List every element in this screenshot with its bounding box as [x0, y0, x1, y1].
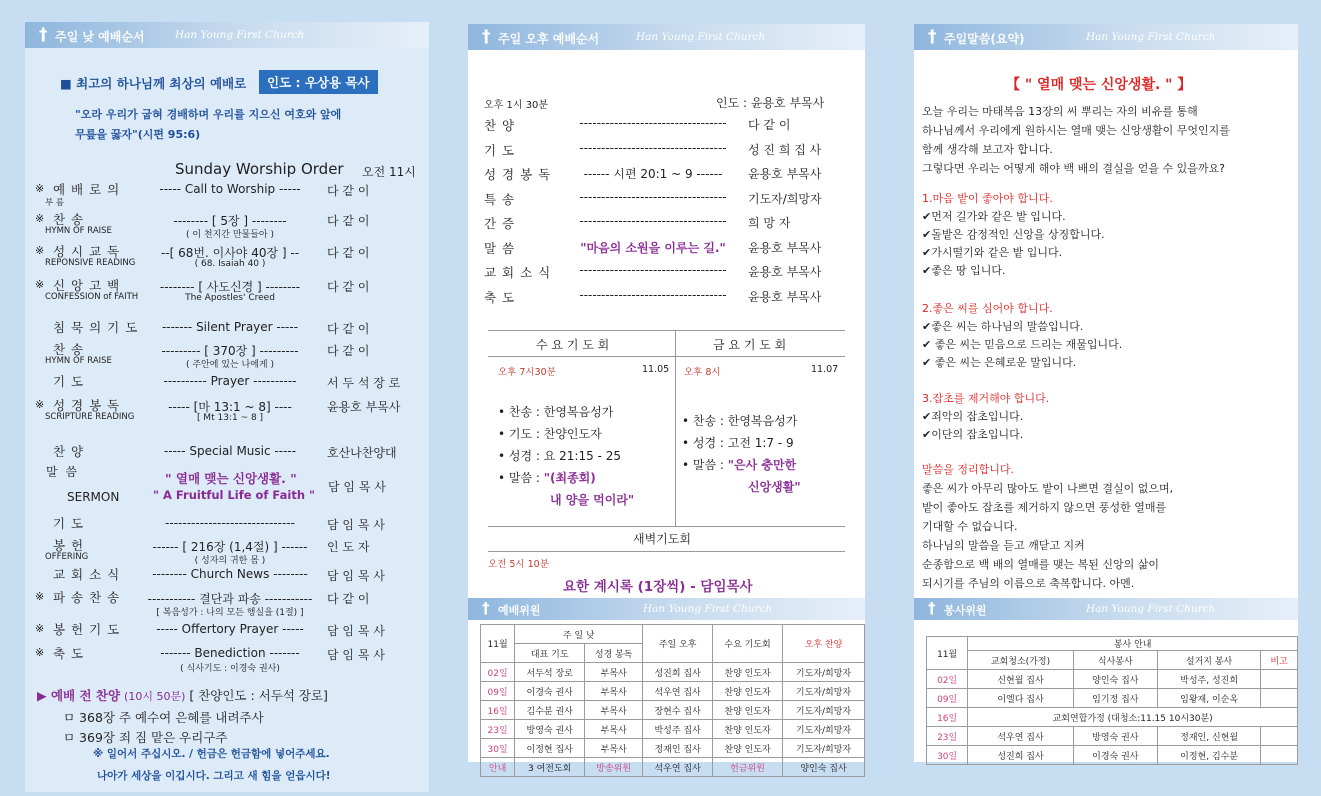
- dawn-text: 요한 계시록 (1장씩) - 담임목사: [563, 579, 753, 595]
- item-detail: ----------------------------------: [579, 116, 727, 130]
- item-detail: ---------- Prayer ----------: [163, 374, 297, 388]
- serve-cell: 신현월 집사: [968, 670, 1073, 689]
- serve-col-month: 11월: [927, 637, 968, 670]
- duty-cell: 방송위원: [585, 758, 643, 777]
- afternoon-item: [468, 114, 865, 136]
- friday-sermon-2: 신앙생활": [748, 480, 801, 494]
- item-label: 찬 양: [53, 444, 85, 459]
- duty-cell: 부목사: [585, 701, 643, 720]
- friday-item: • 성경 : 고전 1:7 - 9: [682, 436, 794, 450]
- item-label: 성 경 봉 독: [484, 167, 552, 182]
- duty-cell: 찬양 인도자: [713, 682, 783, 701]
- sermon-label: 말 씀: [46, 465, 79, 479]
- serve-row: [927, 746, 1298, 765]
- item-label: 찬 송: [53, 212, 85, 227]
- point-2-item: ✔ 좋은 씨는 믿음으로 드리는 재물입니다.: [922, 338, 1123, 351]
- item-detail-sub: ( 식사기도 : 이경숙 권사): [180, 664, 280, 674]
- conclusion-line: 좋은 씨가 아무리 많아도 밭이 나쁘면 결실이 없으며,: [922, 482, 1174, 495]
- item-label-en: REPONSIVE READING: [45, 258, 136, 268]
- afternoon-item: [468, 261, 865, 283]
- dawn-title: 새벽기도회: [633, 532, 691, 546]
- item-detail: --------- [ 370장 ] ---------: [161, 344, 299, 358]
- duty-cell: 부목사: [585, 682, 643, 701]
- serve-cell: 이정현, 김수분: [1157, 746, 1260, 765]
- serve-cell-note: [1261, 670, 1298, 689]
- serve-cell: 방영숙 권사: [1073, 727, 1157, 746]
- afternoon-item: [468, 139, 865, 161]
- duty-cell: 02일: [481, 663, 515, 682]
- item-detail: ------- Silent Prayer -----: [161, 320, 299, 334]
- morning-worship-panel: [25, 22, 429, 792]
- item-detail-sub: The Apostles' Creed: [185, 293, 275, 303]
- duty-header-title: 예배위원: [498, 604, 541, 617]
- item-detail: -------- Church News --------: [152, 567, 308, 581]
- item-detail: ----- Offertory Prayer -----: [156, 622, 304, 636]
- header-church-name: Han Young First Church: [1086, 31, 1216, 43]
- item-detail: ----- Call to Worship -----: [159, 182, 301, 196]
- serve-cell: 23일: [927, 727, 968, 746]
- point-3: [922, 390, 1049, 444]
- item-leader: 기도자/희망자: [748, 191, 822, 206]
- item-leader: 성 진 희 집 사: [748, 142, 822, 157]
- service-item: [25, 644, 429, 676]
- serve-row: [927, 689, 1298, 708]
- item-detail-sub: ( 이 천지간 만물들아 ): [185, 230, 275, 240]
- serve-row: [927, 670, 1298, 689]
- serve-cell: 박성주, 성진희: [1157, 670, 1260, 689]
- serve-cell-note: [1261, 727, 1298, 746]
- conclusion-line: 기대할 수 없습니다.: [922, 520, 1018, 533]
- point-1-title: 1.마음 밭이 좋아야 합니다.: [922, 192, 1053, 205]
- item-leader: 윤용호 부목사: [748, 240, 822, 255]
- item-label: 축 도: [53, 646, 85, 661]
- service-item: [25, 180, 429, 212]
- duty-cell: 기도자/희망자: [783, 720, 865, 739]
- duty-cell: 석우연 집사: [643, 682, 713, 701]
- serve-header-church: Han Young First Church: [1086, 603, 1216, 615]
- item-label: 파 송 찬 송: [53, 590, 121, 605]
- item-label: 찬 송: [53, 342, 85, 357]
- order-time: 오전 11시: [362, 165, 416, 179]
- divider: [488, 330, 845, 331]
- point-2-item: ✔ 좋은 씨는 은혜로운 말입니다.: [922, 356, 1077, 369]
- item-leader: 윤용호 부목사: [748, 289, 822, 304]
- serve-cell: 임왕재, 이순옥: [1157, 689, 1260, 708]
- item-leader: 다 같 이: [327, 280, 370, 294]
- item-label: 기 도: [53, 374, 85, 389]
- duty-cell: 성진희 집사: [643, 663, 713, 682]
- duty-cell: 3 여전도회: [515, 758, 585, 777]
- duty-col-reading: 성경 봉독: [585, 644, 643, 663]
- item-leader: 다 같 이: [327, 592, 370, 606]
- friday-sermon-label: • 말씀 :: [682, 458, 724, 472]
- item-label-en: 부 름: [45, 198, 65, 208]
- afternoon-item: [468, 163, 865, 185]
- item-leader: 호산나찬양대: [327, 446, 397, 460]
- duty-cell: 찬양 인도자: [713, 739, 783, 758]
- duty-row: [481, 682, 865, 701]
- item-label: 예 배 로 의: [53, 182, 121, 197]
- serve-row: [927, 708, 1298, 727]
- item-leader: 윤용호 부목사: [327, 400, 401, 414]
- duty-cell: 기도자/희망자: [783, 682, 865, 701]
- summary-intro: [922, 102, 1230, 178]
- required-mark: ※: [35, 646, 45, 659]
- duty-col-prayer: 대표 기도: [515, 644, 585, 663]
- serve-cell-note: [1261, 689, 1298, 708]
- item-label: 기 도: [53, 516, 85, 531]
- serve-cell: 02일: [927, 670, 968, 689]
- item-detail: ----------- 결단과 파송 -----------: [147, 592, 313, 606]
- call-verse-line-1: "오라 우리가 굽혀 경배하며 우리를 지으신 여호와 앞에: [75, 108, 342, 121]
- item-detail-sub: [ Mt 13:1 ~ 8 ]: [196, 413, 264, 423]
- point-1-item: ✔돌밭은 감정적인 신앙을 상징합니다.: [922, 228, 1105, 241]
- cross-icon: †: [482, 599, 490, 617]
- item-label: 교 회 소 식: [53, 567, 121, 582]
- conclusion-line: 순종함으로 백 배의 열매를 맺는 복된 신앙의 삶이: [922, 558, 1159, 571]
- cross-icon: †: [39, 25, 48, 45]
- item-label: 성 시 교 독: [53, 244, 121, 259]
- item-detail: ----------------------------------: [579, 140, 727, 155]
- item-label-en: CONFESSION of FAITH: [45, 292, 139, 302]
- duty-cell: 기도자/희망자: [783, 701, 865, 720]
- item-leader: 희 망 자: [748, 216, 791, 230]
- header-title: 주일 오후 예배순서: [498, 32, 600, 46]
- sermon-title-en: " A Fruitful Life of Faith ": [153, 488, 315, 502]
- pre-worship-time: (10시 50분): [124, 690, 186, 703]
- intro-line: 오늘 우리는 마태복음 13장의 씨 뿌리는 자의 비유를 통해: [922, 105, 1198, 118]
- friday-date: 11.07: [811, 364, 839, 375]
- serve-col-dishes: 설거지 봉사: [1157, 651, 1260, 670]
- hymn-2: ㅁ 369장 죄 짐 맡은 우리구주: [63, 730, 228, 745]
- intro-line: 함께 생각해 보고자 합니다.: [922, 143, 1053, 156]
- item-label: 간 증: [484, 216, 516, 231]
- divider: [488, 356, 845, 357]
- service-item: [25, 536, 429, 568]
- service-item: [25, 396, 429, 428]
- pre-worship-label: ▶ 예배 전 찬양: [37, 688, 121, 703]
- required-mark: ※: [35, 278, 45, 291]
- duty-cell: 부목사: [585, 739, 643, 758]
- point-3-title: 3.잡초를 제거해야 합니다.: [922, 392, 1050, 405]
- wednesday-sermon-2: 내 양을 먹이라": [550, 493, 635, 507]
- duty-cell: 이경숙 권사: [515, 682, 585, 701]
- header-church-name: Han Young First Church: [175, 29, 305, 41]
- point-1: [922, 190, 1105, 280]
- item-label: 신 앙 고 백: [53, 278, 121, 293]
- point-2: [922, 300, 1122, 372]
- item-label: 교 회 소 식: [484, 265, 552, 280]
- duty-cell: 안내: [481, 758, 515, 777]
- intro-line: 하나님께서 우리에게 원하시는 열매 맺는 신앙생활이 무엇인지를: [922, 124, 1230, 137]
- item-leader: 담 임 목 사: [327, 518, 385, 532]
- serve-cell: 석우연 집사: [968, 727, 1073, 746]
- service-item: [25, 588, 429, 620]
- duty-cell: 석우연 집사: [643, 758, 713, 777]
- duty-cell: 30일: [481, 739, 515, 758]
- intro-title: ■ 최고의 하나님께 최상의 예배로: [60, 76, 247, 91]
- intro-line: 그렇다면 우리는 어떻게 해야 백 배의 결실을 얻을 수 있을까요?: [922, 162, 1225, 175]
- item-detail: ----------------------------------: [579, 189, 727, 204]
- afternoon-worship-header: [468, 24, 865, 50]
- item-leader: 다 같 이: [327, 246, 370, 260]
- hymn-1: ㅁ 368장 주 예수여 은혜를 내려주사: [63, 710, 264, 725]
- conclusion-line: 되시기를 주님의 이름으로 축복합니다. 아멘.: [922, 577, 1135, 590]
- duty-cell: 방영숙 권사: [515, 720, 585, 739]
- duty-cell: 부목사: [585, 663, 643, 682]
- serve-header: [914, 598, 1298, 620]
- duty-row: [481, 701, 865, 720]
- item-label: 기 도: [484, 142, 516, 158]
- conclusion-title: 말씀을 정리합니다.: [922, 463, 1015, 476]
- afternoon-item: [468, 286, 865, 308]
- dawn-time: 오전 5시 10분: [488, 559, 549, 570]
- duty-col-month: 11월: [481, 625, 515, 663]
- serve-table: [926, 636, 1298, 765]
- afternoon-worship-panel: [468, 24, 865, 774]
- duty-cell: 찬양 인도자: [713, 663, 783, 682]
- afternoon-item: [468, 237, 865, 259]
- service-item: [25, 340, 429, 372]
- cross-icon: †: [482, 27, 491, 47]
- duty-cell: 장현수 집사: [643, 701, 713, 720]
- serve-cell: 교회연합가정 (대청소:11.15 10시30분): [968, 708, 1298, 727]
- duty-cell: 부목사: [585, 720, 643, 739]
- serve-col-meal: 식사봉사: [1073, 651, 1157, 670]
- item-leader: 다 같 이: [327, 322, 370, 336]
- item-leader: 윤용호 부목사: [748, 265, 822, 279]
- serve-header-title: 봉사위원: [944, 604, 987, 617]
- wednesday-title: 수 요 기 도 회: [536, 338, 610, 352]
- sermon-summary-header: [914, 24, 1298, 50]
- afternoon-leader: 인도 : 윤용호 부목사: [716, 96, 825, 110]
- sermon-title-ko: " 열매 맺는 신앙생활. ": [165, 471, 297, 486]
- duty-header: [468, 598, 865, 620]
- wednesday-date: 11.05: [642, 364, 670, 375]
- wednesday-sermon-1: "(최종회): [543, 471, 596, 485]
- item-leader: 담 임 목 사: [327, 624, 385, 638]
- divider: [488, 526, 845, 527]
- duty-cell: 기도자/희망자: [783, 739, 865, 758]
- duty-row: [481, 739, 865, 758]
- serve-cell: 이엘다 집사: [968, 689, 1073, 708]
- sermon-label-en: SERMON: [67, 490, 120, 504]
- wednesday-item: • 성경 : 요 21:15 - 25: [498, 449, 621, 463]
- item-detail: ----------------------------------: [579, 214, 727, 228]
- item-label: 말 씀: [484, 240, 516, 256]
- header-title: 주일 낮 예배순서: [55, 30, 145, 44]
- item-detail: -------- [ 사도신경 ] --------: [159, 280, 301, 294]
- duty-cell: 서두석 장로: [515, 663, 585, 682]
- point-3-item: ✔죄악의 잡초입니다.: [922, 410, 1024, 423]
- duty-cell: 기도자/희망자: [783, 663, 865, 682]
- wednesday-item: • 기도 : 찬양인도자: [498, 427, 602, 441]
- duty-col-afternoon: 주일 오후: [643, 625, 713, 663]
- point-2-title: 2.좋은 씨를 심어야 합니다.: [922, 302, 1053, 315]
- serve-cell: 성진희 집사: [968, 746, 1073, 765]
- item-leader: 서 두 석 장 로: [327, 376, 401, 390]
- conclusion: [922, 460, 1173, 593]
- duty-row: [481, 663, 865, 682]
- duty-cell: 09일: [481, 682, 515, 701]
- item-label: 축 도: [484, 289, 516, 305]
- conclusion-line: 하나님의 말씀을 듣고 깨닫고 지켜: [922, 539, 1085, 552]
- duty-cell: 헌금위원: [713, 758, 783, 777]
- required-mark: ※: [35, 244, 45, 257]
- point-2-item: ✔좋은 씨는 하나님의 말씀입니다.: [922, 320, 1084, 333]
- item-detail: ----- [마 13:1 ~ 8] ----: [168, 400, 292, 414]
- divider: [675, 330, 676, 526]
- point-1-item: ✔좋은 땅 입니다.: [922, 264, 1006, 277]
- service-item: [25, 242, 429, 274]
- header-title: 주일말씀(요약): [944, 32, 1025, 46]
- required-mark: ※: [35, 398, 45, 411]
- sermon-preacher: 담 임 목 사: [328, 480, 386, 494]
- duty-row: [481, 758, 865, 777]
- duty-table-body: [481, 663, 865, 777]
- duty-col-sunday: 주 일 낮: [515, 625, 643, 644]
- notice: ※ 일어서 주십시오. / 헌금은 헌금함에 넣어주세요.: [93, 748, 330, 760]
- serve-cell: 양인숙 집사: [1073, 670, 1157, 689]
- item-label-en: OFFERING: [45, 552, 89, 562]
- item-detail-sub: ( 68. Isaiah 40 ): [194, 259, 266, 269]
- afternoon-item: [468, 188, 865, 210]
- footer-slogan: 나아가 세상을 이깁시다. 그리고 새 힘을 얻읍시다!: [97, 770, 331, 782]
- required-mark: ※: [35, 590, 45, 603]
- item-leader: 인 도 자: [327, 540, 370, 554]
- wednesday-sermon-label: • 말씀 :: [498, 471, 540, 485]
- friday-title: 금 요 기 도 회: [713, 338, 787, 352]
- service-item: [25, 276, 429, 308]
- wednesday-items: [498, 401, 634, 511]
- header-church-name: Han Young First Church: [636, 31, 766, 43]
- item-detail: --[ 68번. 이사야 40장 ] --: [160, 246, 300, 260]
- conclusion-line: 밭이 좋아도 잡초를 제거하지 않으면 풍성한 열매를: [922, 501, 1167, 514]
- wednesday-item: • 찬송 : 한영복음성가: [498, 405, 614, 419]
- serve-cell: 정재인, 신현월: [1157, 727, 1260, 746]
- afternoon-item: [468, 212, 865, 234]
- serve-table-body: [927, 670, 1298, 765]
- duty-cell: 이정현 집사: [515, 739, 585, 758]
- item-label: 봉 헌: [53, 538, 85, 553]
- sermon-summary-panel: [914, 24, 1298, 762]
- duty-row: [481, 720, 865, 739]
- serve-cell: 임기정 집사: [1073, 689, 1157, 708]
- duty-col-praise: 오후 찬양: [783, 625, 865, 663]
- duty-table: [480, 624, 865, 777]
- duty-cell: 박성주 집사: [643, 720, 713, 739]
- required-mark: ※: [35, 212, 45, 225]
- serve-col-note: 비고: [1261, 651, 1298, 670]
- friday-item: • 찬송 : 한영복음성가: [682, 414, 798, 428]
- duty-cell: 정재인 집사: [643, 739, 713, 758]
- serve-cell: 16일: [927, 708, 968, 727]
- point-3-item: ✔이단의 잡초입니다.: [922, 428, 1024, 441]
- item-label: 침 묵 의 기 도: [53, 320, 139, 335]
- item-label-en: HYMN OF RAISE: [45, 226, 112, 236]
- morning-worship-header: [25, 22, 429, 48]
- duty-cell: 양인숙 집사: [783, 758, 865, 777]
- item-detail: "마음의 소원을 이루는 길.": [580, 240, 726, 255]
- cross-icon: †: [928, 27, 937, 47]
- duty-cell: 김수분 권사: [515, 701, 585, 720]
- item-leader: 다 같 이: [327, 214, 370, 228]
- item-detail-sub: ( 성자의 귀한 몸 ): [194, 556, 266, 566]
- required-mark: ※: [35, 622, 45, 635]
- item-label: 봉 헌 기 도: [53, 622, 121, 637]
- duty-cell: 16일: [481, 701, 515, 720]
- serve-cell-note: [1261, 746, 1298, 765]
- summary-title: 【 " 열매 맺는 신앙생활. " 】: [1006, 77, 1192, 93]
- item-label: 성 경 봉 독: [53, 398, 121, 413]
- item-detail: -------- [ 5장 ] --------: [173, 214, 287, 228]
- item-leader: 다 같 이: [327, 344, 370, 358]
- leader-badge: 인도 : 우상용 목사: [259, 70, 378, 94]
- item-detail-sub: ( 주안에 있는 나에게 ): [185, 360, 275, 370]
- serve-cell: 09일: [927, 689, 968, 708]
- duty-cell: 23일: [481, 720, 515, 739]
- item-leader: 담 임 목 사: [327, 648, 385, 662]
- item-detail: ------------------------------: [165, 516, 295, 530]
- serve-cell: 30일: [927, 746, 968, 765]
- friday-items: [682, 410, 801, 498]
- point-1-item: ✔가시떨기와 같은 밭 입니다.: [922, 246, 1063, 259]
- serve-caption: 봉사 안내: [968, 637, 1298, 651]
- item-label: 찬 양: [484, 118, 516, 133]
- friday-time: 오후 8시: [684, 367, 721, 378]
- item-detail: ------- Benediction -------: [160, 646, 300, 660]
- item-detail: ----------------------------------: [579, 287, 727, 302]
- item-label: 특 송: [484, 191, 516, 207]
- serve-cell: 이경숙 권사: [1073, 746, 1157, 765]
- duty-col-wednesday: 수요 기도회: [713, 625, 783, 663]
- point-1-item: ✔먼저 길가와 같은 밭 입니다.: [922, 210, 1066, 223]
- wednesday-time: 오후 7시30분: [498, 367, 556, 378]
- serve-row: [927, 727, 1298, 746]
- cross-icon: †: [928, 599, 936, 617]
- pre-worship: [37, 686, 328, 704]
- order-title: Sunday Worship Order: [175, 160, 344, 178]
- serve-col-cleaning: 교회청소(가정): [968, 651, 1073, 670]
- item-leader: 다 같 이: [748, 118, 791, 132]
- duty-cell: 찬양 인도자: [713, 720, 783, 739]
- item-detail: ------ 시편 20:1 ~ 9 ------: [583, 167, 723, 181]
- required-mark: ※: [35, 182, 45, 195]
- item-leader: 담 임 목 사: [327, 569, 385, 583]
- item-detail: ----- Special Music -----: [163, 444, 297, 458]
- item-leader: 윤용호 부목사: [748, 167, 822, 181]
- item-detail-sub: [ 복음성가 : 나의 모든 행실을 (1절) ]: [156, 608, 304, 618]
- item-detail: ----------------------------------: [579, 263, 727, 277]
- service-item: [25, 210, 429, 242]
- duty-header-church: Han Young First Church: [643, 603, 773, 615]
- duty-cell: 찬양 인도자: [713, 701, 783, 720]
- call-verse-line-2: 무릎을 꿇자"(시편 95:6): [75, 128, 201, 141]
- pre-worship-leader: [ 찬양인도 : 서두석 장로]: [189, 688, 328, 703]
- afternoon-time: 오후 1시 30분: [484, 100, 549, 111]
- item-detail: ------ [ 216장 (1,4절) ] ------: [152, 540, 308, 554]
- item-leader: 다 같 이: [327, 184, 370, 198]
- friday-sermon-1: "은사 충만한: [727, 458, 797, 472]
- divider: [488, 551, 845, 552]
- item-label-en: SCRIPTURE READING: [45, 412, 135, 422]
- item-label-en: HYMN OF RAISE: [45, 356, 112, 366]
